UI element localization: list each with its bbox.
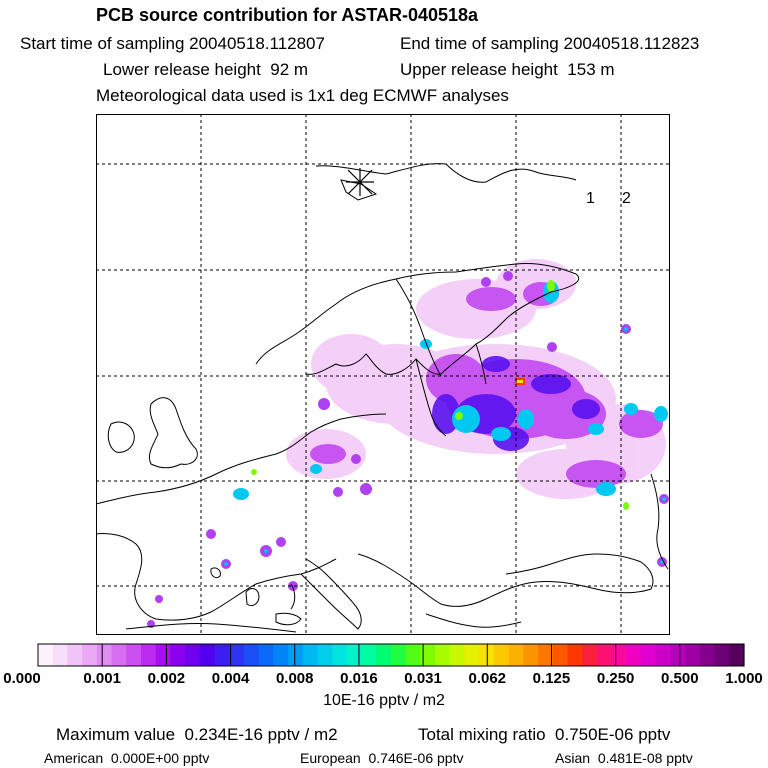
colorbar-swatch — [509, 644, 524, 666]
colorbar-swatch — [715, 644, 730, 666]
colorbar-swatch — [670, 644, 685, 666]
sampling-start-label: Start time of sampling — [20, 34, 185, 53]
colorbar-swatch — [582, 644, 597, 666]
lower-release-height — [103, 60, 308, 80]
colorbar-tick-label: 1.000 — [725, 670, 763, 687]
sampling-start — [20, 34, 325, 54]
map-panel — [96, 114, 670, 635]
colorbar-swatch — [612, 644, 627, 666]
european-label: European — [300, 750, 361, 766]
colorbar-tick-label: 0.250 — [596, 670, 635, 687]
total-mixing-label: Total mixing ratio — [418, 725, 546, 744]
sampling-end-label: End time of sampling — [400, 34, 559, 53]
colorbar-swatch — [347, 644, 362, 666]
colorbar-tick-label: 0.008 — [275, 670, 314, 687]
max-value-number: 0.234E-16 pptv / m2 — [184, 725, 338, 744]
colorbar-tick-label: 0.500 — [661, 670, 699, 687]
upper-release-value: 153 m — [567, 60, 615, 79]
european-value: 0.746E-06 pptv — [368, 750, 464, 766]
upper-release-height — [400, 60, 615, 80]
sampling-end-value: 20040518.112823 — [563, 34, 700, 53]
colorbar-tick-label: 0.062 — [468, 670, 507, 687]
sampling-start-value: 20040518.112807 — [189, 34, 325, 53]
colorbar-swatch — [170, 644, 185, 666]
colorbar-swatch — [259, 644, 274, 666]
colorbar-swatch — [156, 644, 171, 666]
colorbar-swatch — [317, 644, 332, 666]
colorbar-swatch — [523, 644, 538, 666]
colorbar-tick-label: 0.001 — [83, 670, 121, 687]
colorbar-swatch — [597, 644, 612, 666]
colorbar-tick-label: 0.125 — [532, 670, 571, 687]
colorbar-swatch — [67, 644, 82, 666]
colorbar-swatch — [641, 644, 656, 666]
colorbar-swatch — [700, 644, 715, 666]
max-value-label: Maximum value — [56, 725, 176, 744]
colorbar-swatch — [656, 644, 671, 666]
colorbar-swatch — [126, 644, 141, 666]
american-label: American — [44, 750, 104, 766]
colorbar-swatch — [141, 644, 156, 666]
colorbar-swatch — [450, 644, 465, 666]
colorbar-swatch — [465, 644, 480, 666]
colorbar-swatch — [729, 644, 744, 666]
colorbar-units: 10E-16 pptv / m2 — [323, 692, 445, 709]
colorbar-swatch — [97, 644, 112, 666]
sampling-end — [400, 34, 699, 54]
receptor-asterisk-icon — [346, 168, 374, 196]
colorbar-swatch — [376, 644, 391, 666]
colorbar-swatch — [553, 644, 568, 666]
upper-release-label: Upper release height — [400, 60, 558, 79]
met-data-note: Meteorological data used is 1x1 deg ECMWF analyses — [96, 86, 509, 105]
plot-title: PCB source contribution for ASTAR-040518a — [96, 5, 479, 25]
total-mixing-value: 0.750E-06 pptv — [555, 725, 671, 744]
colorbar-swatch — [303, 644, 318, 666]
colorbar-swatch — [288, 644, 303, 666]
american-value: 0.000E+00 pptv — [110, 750, 210, 766]
marker-label-2: 2 — [622, 190, 631, 207]
colorbar-swatch — [435, 644, 450, 666]
colorbar-swatch — [568, 644, 583, 666]
colorbar-swatch — [112, 644, 127, 666]
colorbar-swatch — [38, 644, 53, 666]
colorbar-swatch — [362, 644, 377, 666]
colorbar-swatch — [685, 644, 700, 666]
colorbar-swatch — [494, 644, 509, 666]
asian-value: 0.481E-08 pptv — [597, 750, 693, 766]
colorbar-swatch — [53, 644, 68, 666]
colorbar-tick-label: 0.000 — [3, 670, 41, 687]
colorbar-tick-label: 0.004 — [211, 670, 250, 687]
colorbar-tick-label: 0.002 — [147, 670, 186, 687]
asian-contribution — [555, 750, 693, 766]
colorbar-swatch — [332, 644, 347, 666]
american-contribution — [44, 750, 209, 766]
colorbar-tick-label: 0.016 — [340, 670, 378, 687]
colorbar-swatch — [200, 644, 215, 666]
colorbar-tick-label: 0.031 — [404, 670, 442, 687]
map-svg — [96, 114, 670, 635]
colorbar-swatch — [244, 644, 259, 666]
european-contribution — [300, 750, 463, 766]
lower-release-value: 92 m — [270, 60, 309, 79]
asian-label: Asian — [555, 750, 591, 766]
colorbar-swatch — [229, 644, 244, 666]
max-value — [56, 725, 338, 745]
colorbar-swatch — [185, 644, 200, 666]
colorbar-swatch — [215, 644, 230, 666]
colorbar-swatch — [626, 644, 641, 666]
total-mixing-ratio — [418, 725, 670, 745]
marker-label-1: 1 — [586, 190, 595, 207]
colorbar-swatch — [391, 644, 406, 666]
colorbar-swatch — [82, 644, 97, 666]
colorbar — [0, 642, 768, 670]
lower-release-label: Lower release height — [103, 60, 261, 79]
colorbar-swatch — [406, 644, 421, 666]
colorbar-swatch — [273, 644, 288, 666]
